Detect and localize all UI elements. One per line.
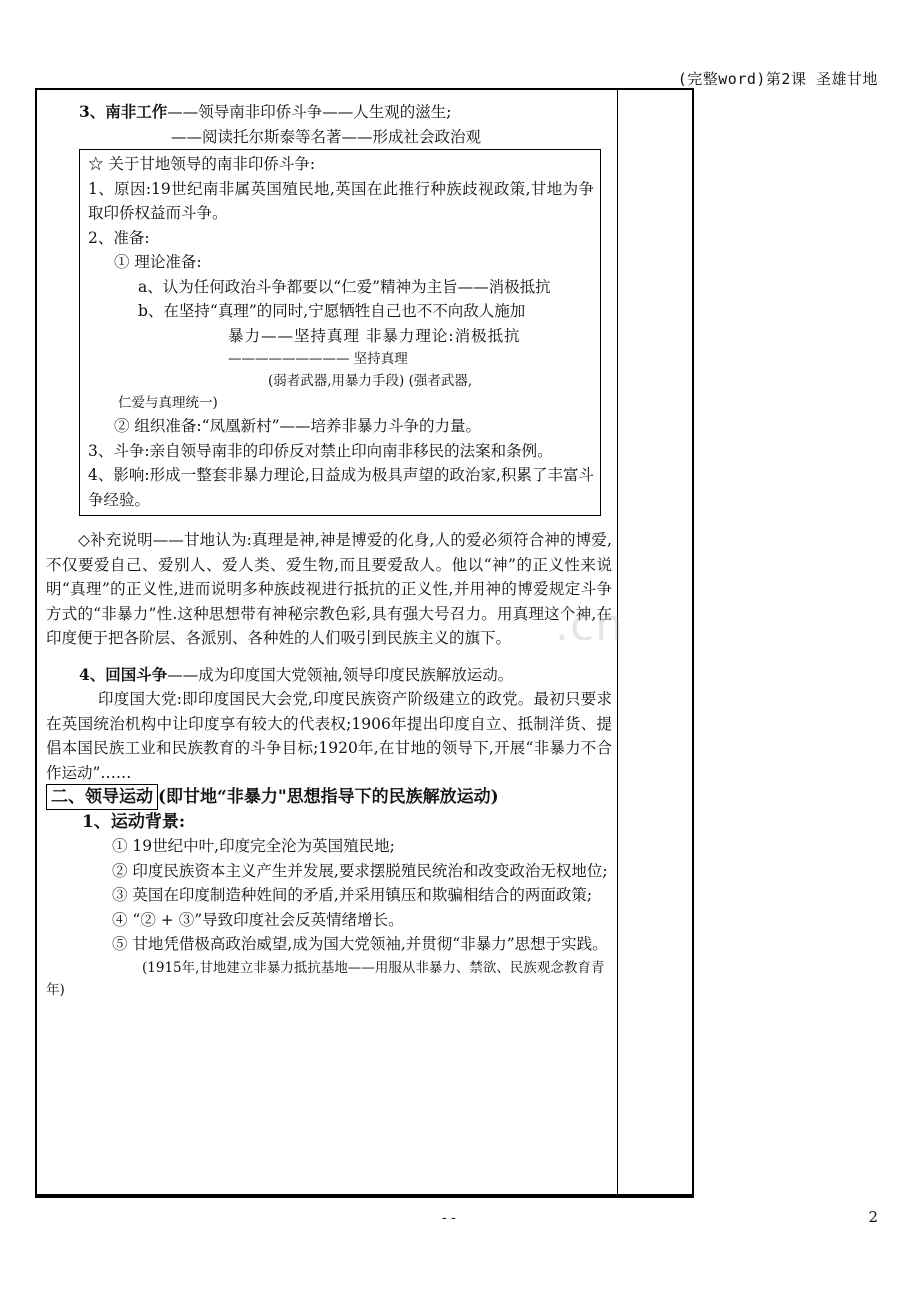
box-org: ② 组织准备:“凤凰新村”——培养非暴力斗争的力量。 xyxy=(114,417,481,435)
box-b4: (弱者武器,用暴力手段) (强者武器, xyxy=(268,373,473,389)
section4-heading: 4、回国斗争 xyxy=(79,664,168,684)
background-item-3: ③ 英国在印度制造种姓间的矛盾,并采用镇压和欺骗相结合的两面政策; xyxy=(112,886,593,904)
box-theory: ① 理论准备: xyxy=(114,253,202,271)
section3-line1-text: ——领导南非印侨斗争——人生观的滋生; xyxy=(167,103,452,121)
box-cause: 1、原因:19世纪南非属英国殖民地,英国在此推行种族歧视政策,甘地为争取印侨权益而斗争。 xyxy=(88,179,594,222)
box-prep: 2、准备: xyxy=(88,228,150,247)
part2-boxed-heading: 二、领导运动 xyxy=(46,784,158,810)
box-b5: 仁爱与真理统一) xyxy=(118,395,218,411)
section4-text: ——成为印度国大党领袖,领导印度民族解放运动。 xyxy=(167,665,514,684)
south-africa-box xyxy=(79,149,601,516)
box-fight: 3、斗争:亲自领导南非的印侨反对禁止印向南非移民的法案和条例。 xyxy=(88,441,553,460)
box-impact: 4、影响:形成一整套非暴力理论,日益成为极具声望的政治家,积累了丰富斗争经验。 xyxy=(88,466,594,509)
background-item-4: ④ “② + ③”导致印度社会反英情绪增长。 xyxy=(112,910,404,929)
section4-paragraph: 印度国大党:即印度国民大会党,印度民族资产阶级建立的政党。最初只要求在英国统治机构中让印度享有较大的代表权;1906年提出印度自立、抵制洋货、提倡本国民族工业和民族教育的斗争目标;1920年,在甘地的领导下,开展“非暴力不合作运动”…… xyxy=(46,690,612,782)
box-b2: 暴力——坚持真理 非暴力理论:消极抵抗 xyxy=(228,326,521,345)
box-a: a、认为任何政治斗争都要以“仁爱”精神为主旨——消极抵抗 xyxy=(138,277,551,296)
section4-line xyxy=(46,663,612,688)
footer-dash: - - xyxy=(442,1210,456,1226)
box-title: ☆ 关于甘地领导的南非印侨斗争: xyxy=(88,155,316,173)
page-number: 2 xyxy=(868,1208,878,1226)
box-b1: b、在坚持“真理”的同时,宁愿牺牲自己也不不向敌人施加 xyxy=(138,302,526,320)
background-item-1: ① 19世纪中叶,印度完全沦为英国殖民地; xyxy=(112,837,395,855)
section3-line2: ——阅读托尔斯泰等名著——形成社会政治观 xyxy=(171,127,482,146)
part2-title-rest: (即甘地“非暴力"思想指导下的民族解放运动) xyxy=(158,787,499,807)
frame-bottom-line xyxy=(35,1196,694,1198)
box-b3: ————————— 坚持真理 xyxy=(228,351,408,367)
background-item-5: ⑤ 甘地凭借极高政治威望,成为国大党领袖,并贯彻“非暴力”思想于实践。 xyxy=(112,935,608,953)
supplement-paragraph: ◇补充说明——甘地认为:真理是神,神是博爱的化身,人的爱必须符合神的博爱,不仅要爱自己、爱别人、爱人类、爱生物,而且要爱敌人。他以“神”的正义性来说明“真理”的正义性,进而说明多种族歧视进行抵抗的正义性,并用神的博爱规定斗争方式的“非暴力”性.这种思想带有神秘宗教色彩,具有强大号召力。用真理这个神,在印度便于把各阶层、各派别、各种姓的人们吸引到民族主义的旗下。 xyxy=(46,531,612,647)
part2-title xyxy=(46,785,612,810)
background-note: (1915年,甘地建立非暴力抵抗基地——用服从非暴力、禁欲、民族观念教育青年) xyxy=(46,959,605,998)
section3-heading: 3、南非工作 xyxy=(79,102,168,121)
page-header-title: (完整word)第2课 圣雄甘地 xyxy=(677,70,878,88)
part2-subtitle: 1、运动背景: xyxy=(82,811,186,832)
section3-line1 xyxy=(46,100,612,125)
main-content xyxy=(46,100,612,1001)
watermark-text: .cn xyxy=(555,600,625,651)
background-item-2: ② 印度民族资本主义产生并发展,要求摆脱殖民统治和改变政治无权地位; xyxy=(112,861,608,880)
